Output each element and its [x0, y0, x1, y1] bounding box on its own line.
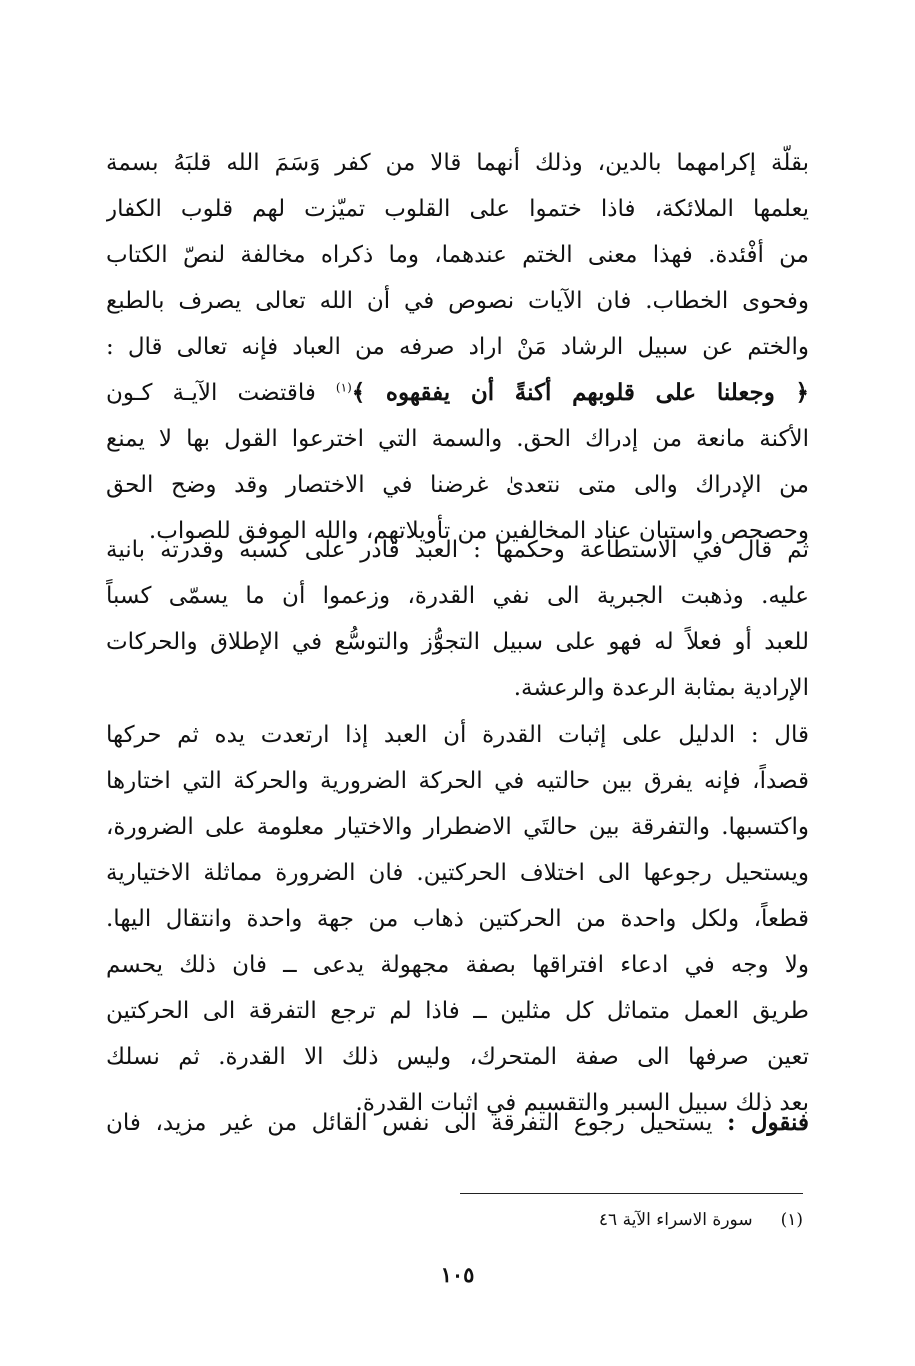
text-line: بعد ذلك سبيل السبر والتقسيم في اثبات القدرة.: [355, 1090, 809, 1116]
text-line: تعين صرفها الى صفة المتحرك، وليس ذلك الا القدرة. ثم نسلك: [106, 1044, 809, 1070]
text-line: الأكنة مانعة من إدراك الحق. والسمة التي اخترعوا القول بها لا يمنع: [106, 426, 809, 452]
text-line: بقلّة إكرامهما بالدين، وذلك أنهما قالا من كفر وَسَمَ الله قلبَهُ بسمة: [106, 150, 809, 176]
text-line: يعلمها الملائكة، فاذا ختموا على القلوب تميّزت لهم قلوب الكفار: [106, 196, 809, 222]
footnote: [460, 1207, 803, 1233]
footnote-marker: (١): [335, 380, 352, 395]
footnote-number: (١): [780, 1210, 803, 1230]
text-line: والختم عن سبيل الرشاد مَنْ اراد صرفه من العباد فإنه تعالى قال :: [106, 334, 809, 360]
text-line: من الإدراك والى متى نتعدىٰ غرضنا في الاختصار وقد وضح الحق: [106, 472, 809, 498]
quran-verse: ﴿ وجعلنا على قلوبهم أكنةً أن يفقهوه ﴾: [351, 379, 809, 406]
page-number: ١٠٥: [440, 1262, 475, 1287]
footnote-divider: [460, 1193, 803, 1194]
verse-line-rest: فاقتضت الآيـة كـون: [106, 380, 336, 406]
footnote-text: سورة الاسراء الآية ٤٦: [598, 1210, 753, 1230]
quran-verse-line: [106, 370, 809, 416]
text-line: عليه. وذهبت الجبرية الى نفي القدرة، وزعموا أن ما يسمّى كسباً: [106, 583, 809, 609]
text-line: للعبد أو فعلاً له فهو على سبيل التجوُّز والتوسُّع في الإطلاق والحركات: [106, 629, 809, 655]
paragraph-1: [106, 140, 809, 554]
text-line: ثم قال في الاستطاعة وحكمها : العبد قادر على كسبه وقدرته بانية: [106, 537, 809, 563]
paragraph-4-rest: يستحيل رجوع التفرقة الى نفس القائل من غير مزيد، فان: [106, 1110, 728, 1136]
paragraph-3: [106, 712, 809, 1126]
paragraph-lead-word: فنقول :: [727, 1109, 809, 1136]
paragraph-4: [106, 1100, 809, 1146]
paragraph-2: [106, 527, 809, 711]
text-line: قصداً، فإنه يفرق بين حالتيه في الحركة الضرورية والحركة التي اختارها: [106, 768, 809, 794]
text-line: قطعاً، ولكل واحدة من الحركتين ذهاب من جهة واحدة وانتقال اليها.: [106, 906, 809, 932]
text-line: وفحوى الخطاب. فان الآيات نصوص في أن الله تعالى يصرف بالطبع: [106, 288, 809, 314]
text-line: قال : الدليل على إثبات القدرة أن العبد إذا ارتعدت يده ثم حركها: [106, 722, 809, 748]
text-line: [106, 1100, 809, 1146]
text-line: وحصحص واستبان عناد المخالفين من تأويلاتهم، والله الموفق للصواب.: [148, 518, 809, 544]
text-line: من أفْئدة. فهذا معنى الختم عندهما، وما ذكراه مخالفة لنصّ الكتاب: [106, 242, 809, 268]
text-line: واكتسبها. والتفرقة بين حالتَي الاضطرار والاختيار معلومة على الضرورة،: [106, 814, 809, 840]
text-line: الإرادية بمثابة الرعدة والرعشة.: [513, 675, 809, 701]
text-line: ولا وجه في ادعاء افتراقها بصفة مجهولة يدعى ــ فان ذلك يحسم: [106, 952, 809, 978]
text-line: طريق العمل متماثل كل مثلين ــ فاذا لم ترجع التفرقة الى الحركتين: [106, 998, 809, 1024]
text-line: ويستحيل رجوعها الى اختلاف الحركتين. فان الضرورة مماثلة الاختيارية: [106, 860, 809, 886]
